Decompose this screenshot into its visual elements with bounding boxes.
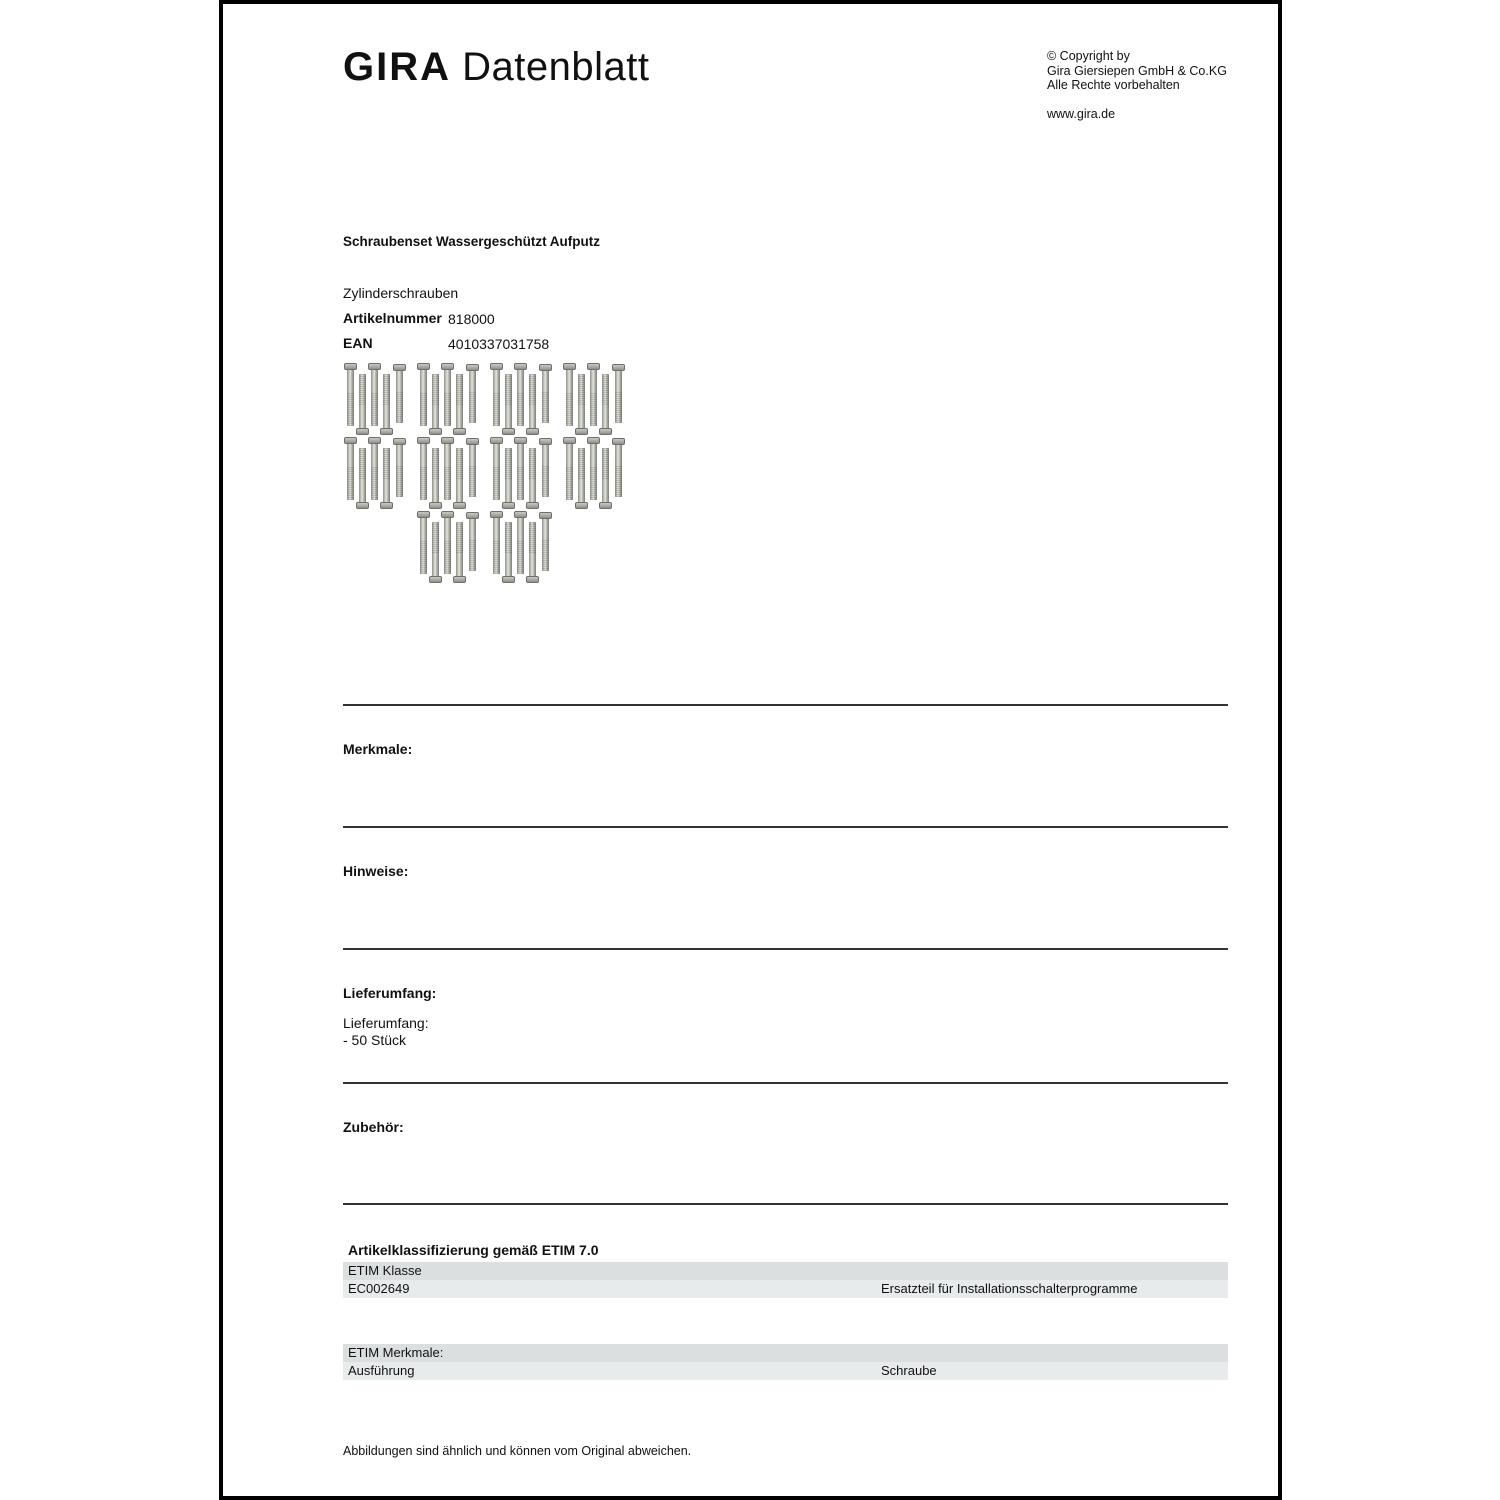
screw-icon <box>432 374 439 432</box>
copyright-line: Alle Rechte vorbehalten <box>1047 78 1180 92</box>
merkmale-heading: Merkmale: <box>343 741 413 757</box>
screw-pack-image <box>489 436 555 504</box>
etim-feature-row <box>343 1362 1228 1380</box>
screw-icon <box>517 440 524 500</box>
screw-icon <box>444 366 451 426</box>
lieferumfang-text <box>343 1015 429 1049</box>
screw-icon <box>383 448 390 506</box>
footer-note: Abbildungen sind ähnlich und können vom Original abweichen. <box>343 1444 692 1458</box>
screw-icon <box>444 440 451 500</box>
screw-icon <box>578 374 585 432</box>
copyright-block <box>1047 49 1227 121</box>
section-divider <box>343 704 1228 706</box>
screw-icon <box>590 440 597 500</box>
screw-icon <box>517 366 524 426</box>
screw-icon <box>444 514 451 574</box>
screw-pack-image <box>343 362 409 430</box>
product-image <box>343 362 633 582</box>
screw-icon <box>542 367 549 423</box>
screw-pack-image <box>416 362 482 430</box>
section-divider <box>343 948 1228 950</box>
screw-icon <box>566 440 573 500</box>
ean-label: EAN <box>343 335 373 351</box>
screw-pack-image <box>489 362 555 430</box>
product-subtitle: Zylinderschrauben <box>343 285 459 301</box>
screw-icon <box>420 514 427 574</box>
screw-icon <box>542 441 549 497</box>
screw-icon <box>517 514 524 574</box>
etim-features-header: ETIM Merkmale: <box>348 1345 444 1360</box>
etim-class-header-row <box>343 1262 1228 1280</box>
screw-icon <box>615 441 622 497</box>
brand-name: GIRA <box>343 45 451 89</box>
etim-class-header: ETIM Klasse <box>348 1263 422 1278</box>
etim-title: Artikelklassifizierung gemäß ETIM 7.0 <box>348 1242 599 1258</box>
etim-feature-name: Ausführung <box>348 1363 415 1378</box>
etim-features-header-row <box>343 1344 1228 1362</box>
screw-icon <box>505 448 512 506</box>
screw-icon <box>420 366 427 426</box>
screw-icon <box>456 448 463 506</box>
article-number-label: Artikelnummer <box>343 310 442 326</box>
screw-icon <box>529 448 536 506</box>
screw-icon <box>590 366 597 426</box>
section-divider <box>343 1082 1228 1084</box>
screw-icon <box>493 440 500 500</box>
screw-icon <box>469 367 476 423</box>
screw-icon <box>396 441 403 497</box>
zubehoer-heading: Zubehör: <box>343 1119 404 1135</box>
screw-icon <box>383 374 390 432</box>
screw-icon <box>505 522 512 580</box>
gira-datenblatt-logo <box>343 44 649 90</box>
screw-icon <box>347 366 354 426</box>
screw-icon <box>529 522 536 580</box>
screw-icon <box>371 440 378 500</box>
screw-icon <box>469 515 476 571</box>
copyright-line: © Copyright by <box>1047 49 1130 63</box>
etim-class-row <box>343 1280 1228 1298</box>
screw-pack-image <box>489 510 555 578</box>
lieferumfang-line: - 50 Stück <box>343 1032 407 1048</box>
screw-icon <box>566 366 573 426</box>
section-divider <box>343 826 1228 828</box>
screw-pack-image <box>562 362 628 430</box>
screw-icon <box>469 441 476 497</box>
lieferumfang-line: Lieferumfang: <box>343 1015 429 1031</box>
screw-icon <box>347 440 354 500</box>
screw-icon <box>456 522 463 580</box>
screw-icon <box>456 374 463 432</box>
screw-icon <box>432 522 439 580</box>
screw-icon <box>578 448 585 506</box>
screw-icon <box>602 374 609 432</box>
screw-icon <box>505 374 512 432</box>
screw-pack-image <box>416 510 482 578</box>
document-title: Datenblatt <box>462 45 650 89</box>
website-link[interactable]: www.gira.de <box>1047 106 1116 121</box>
etim-class-description: Ersatzteil für Installationsschalterprogramme <box>881 1281 1138 1296</box>
screw-pack-image <box>562 436 628 504</box>
screw-icon <box>493 514 500 574</box>
screw-icon <box>542 515 549 571</box>
etim-class-code: EC002649 <box>348 1281 410 1296</box>
screw-icon <box>396 367 403 423</box>
screw-icon <box>359 374 366 432</box>
copyright-line: Gira Giersiepen GmbH & Co.KG <box>1047 63 1227 78</box>
screw-icon <box>529 374 536 432</box>
screw-icon <box>493 366 500 426</box>
ean-value: 4010337031758 <box>448 336 550 352</box>
article-number-value: 818000 <box>448 311 495 327</box>
screw-icon <box>359 448 366 506</box>
etim-feature-value: Schraube <box>881 1363 937 1378</box>
hinweise-heading: Hinweise: <box>343 863 409 879</box>
screw-icon <box>615 367 622 423</box>
screw-icon <box>432 448 439 506</box>
screw-icon <box>420 440 427 500</box>
screw-pack-image <box>416 436 482 504</box>
section-divider <box>343 1203 1228 1205</box>
product-title: Schraubenset Wassergeschützt Aufputz <box>343 234 601 249</box>
screw-pack-image <box>343 436 409 504</box>
screw-icon <box>371 366 378 426</box>
lieferumfang-heading: Lieferumfang: <box>343 985 437 1001</box>
screw-icon <box>602 448 609 506</box>
